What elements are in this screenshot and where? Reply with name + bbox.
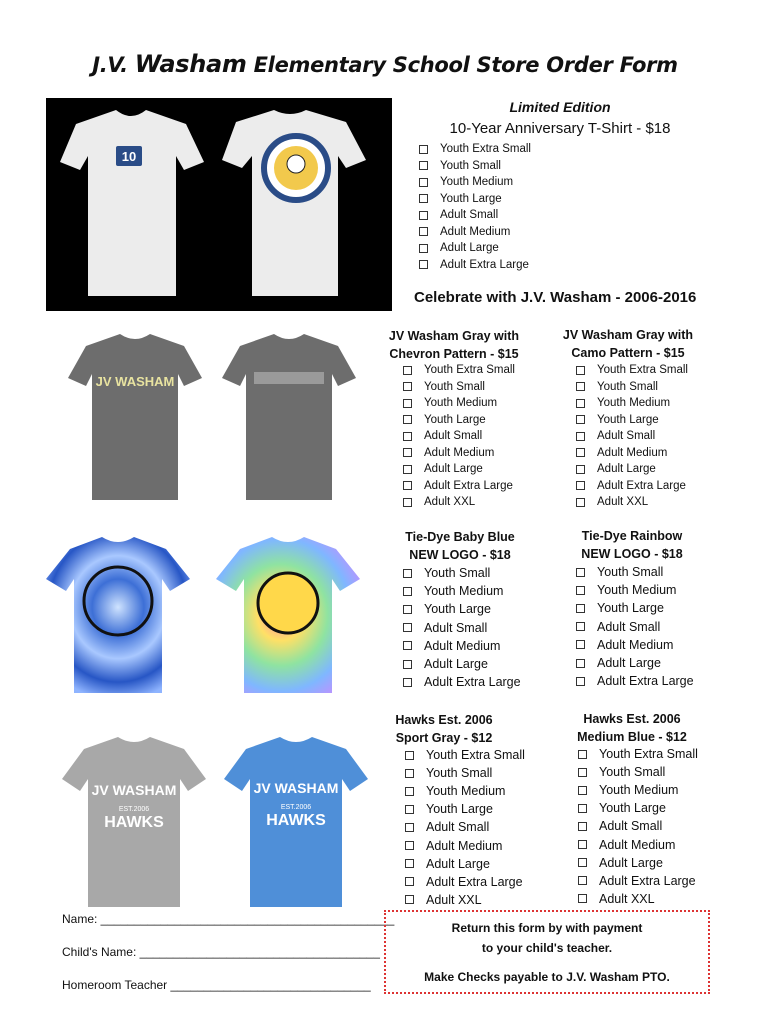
name-field[interactable]: Name: ____________________________________________ (62, 912, 395, 926)
size-label: Adult Large (597, 656, 661, 671)
child-name-field[interactable]: Child's Name: ____________________________________ (62, 945, 380, 959)
size-checkbox[interactable] (405, 769, 414, 778)
tiedye-rainbow-shirt (216, 537, 360, 693)
title-rest: Elementary School Store Order Form (246, 53, 678, 77)
tiedye-shirts (40, 535, 386, 695)
size-label: Youth Small (424, 566, 491, 581)
size-option[interactable] (576, 672, 694, 690)
size-checkbox[interactable] (405, 751, 414, 760)
tiedye-photo (40, 535, 386, 695)
size-checkbox[interactable] (419, 211, 428, 220)
size-option[interactable] (403, 494, 515, 511)
hawks-gray-arc: JV WASHAM (91, 782, 177, 798)
size-checkbox[interactable] (403, 605, 412, 614)
size-option[interactable] (576, 445, 688, 462)
chevron-shirt-text: JV WASHAM (95, 374, 175, 389)
size-checkbox[interactable] (403, 366, 412, 375)
size-option[interactable] (419, 141, 531, 158)
size-label: Youth Medium (597, 397, 671, 410)
size-checkbox[interactable] (576, 432, 585, 441)
size-option[interactable] (576, 428, 688, 445)
size-option[interactable] (403, 655, 521, 673)
size-option[interactable] (405, 746, 525, 764)
camo-title-line1: JV Washam Gray with (562, 328, 694, 342)
size-checkbox[interactable] (403, 498, 412, 507)
size-checkbox[interactable] (403, 448, 412, 457)
size-option[interactable] (576, 563, 694, 581)
size-checkbox[interactable] (576, 659, 585, 668)
hawks-blue-shirt (224, 737, 368, 907)
size-checkbox[interactable] (576, 586, 585, 595)
size-label: Youth Large (424, 413, 486, 426)
size-label: Adult Large (440, 242, 499, 255)
front-logo-text: 10 (121, 149, 137, 164)
size-option[interactable] (403, 461, 515, 478)
size-option[interactable] (405, 800, 525, 818)
size-option[interactable] (405, 764, 525, 782)
chevron-title (384, 327, 524, 363)
size-label: Adult XXL (597, 496, 649, 509)
size-option[interactable] (403, 478, 515, 495)
size-checkbox[interactable] (403, 432, 412, 441)
size-label: Youth Extra Small (424, 364, 515, 377)
size-label: Adult Extra Large (424, 479, 513, 492)
size-option[interactable] (403, 673, 521, 691)
size-option[interactable] (403, 362, 515, 379)
size-checkbox[interactable] (578, 768, 587, 777)
size-label: Adult Medium (599, 837, 676, 852)
size-label: Youth Medium (424, 584, 504, 599)
size-checkbox[interactable] (403, 481, 412, 490)
size-label: Youth Small (426, 766, 493, 781)
size-label: Youth Medium (426, 784, 506, 799)
size-checkbox[interactable] (403, 678, 412, 687)
camo-shirt (222, 334, 356, 500)
size-option[interactable] (578, 835, 698, 853)
size-label: Youth Extra Small (599, 747, 698, 762)
size-label: Youth Small (597, 565, 664, 580)
size-checkbox[interactable] (576, 382, 585, 391)
size-checkbox[interactable] (576, 640, 585, 649)
size-checkbox[interactable] (403, 415, 412, 424)
size-option[interactable] (405, 855, 525, 873)
hawks-blue-title (562, 710, 702, 746)
tiedye-rainbow-title-line2: NEW LOGO - $18 (581, 547, 683, 561)
size-checkbox[interactable] (419, 244, 428, 253)
size-option[interactable] (576, 494, 688, 511)
size-label: Youth Large (424, 602, 491, 617)
tiedye-blue-size-list (403, 564, 521, 691)
size-checkbox[interactable] (576, 568, 585, 577)
size-option[interactable] (403, 564, 521, 582)
size-checkbox[interactable] (403, 641, 412, 650)
page-title (0, 50, 770, 78)
size-checkbox[interactable] (403, 569, 412, 578)
size-label: Adult Large (426, 856, 490, 871)
notice-line1: Return this form by with payment (451, 921, 643, 935)
size-checkbox[interactable] (405, 859, 414, 868)
size-label: Adult XXL (426, 892, 482, 907)
size-label: Adult Medium (440, 225, 511, 238)
size-option[interactable] (578, 817, 698, 835)
size-checkbox[interactable] (419, 194, 428, 203)
size-option[interactable] (576, 478, 688, 495)
size-checkbox[interactable] (578, 894, 587, 903)
size-label: Adult Large (599, 855, 663, 870)
size-label: Adult Medium (424, 638, 501, 653)
size-label: Adult Large (597, 463, 656, 476)
size-option[interactable] (576, 412, 688, 429)
gray-shirts-photo (64, 328, 376, 508)
size-option[interactable] (576, 461, 688, 478)
size-label: Youth Small (424, 380, 485, 393)
chevron-title-line1: JV Washam Gray with (388, 329, 520, 343)
size-option[interactable] (419, 191, 531, 208)
size-option[interactable] (576, 362, 688, 379)
size-checkbox[interactable] (419, 260, 428, 269)
size-option[interactable] (576, 395, 688, 412)
hawks-photo (60, 735, 380, 910)
chevron-shirt (68, 334, 202, 500)
size-option[interactable] (403, 600, 521, 618)
size-label: Youth Medium (424, 397, 498, 410)
size-option[interactable] (403, 412, 515, 429)
size-label: Adult Small (426, 820, 490, 835)
hawks-shirts (60, 735, 380, 910)
size-option[interactable] (403, 582, 521, 600)
size-label: Youth Large (599, 801, 666, 816)
size-label: Youth Large (597, 601, 664, 616)
size-option[interactable] (419, 224, 531, 241)
size-label: Adult Extra Large (599, 873, 696, 888)
size-option[interactable] (419, 257, 531, 274)
size-option[interactable] (403, 395, 515, 412)
hawks-blue-word: HAWKS (266, 812, 326, 829)
size-checkbox[interactable] (576, 498, 585, 507)
size-checkbox[interactable] (576, 415, 585, 424)
size-label: Adult Extra Large (440, 258, 529, 271)
size-label: Adult Small (424, 430, 483, 443)
size-label: Youth Small (599, 765, 666, 780)
size-label: Youth Large (597, 413, 659, 426)
homeroom-teacher-field[interactable]: Homeroom Teacher ______________________________ (62, 978, 371, 992)
size-option[interactable] (576, 636, 694, 654)
hawks-gray-title-line2: Sport Gray - $12 (395, 731, 493, 745)
size-option[interactable] (419, 174, 531, 191)
tiedye-blue-shirt (46, 537, 190, 693)
anniversary-front-shirt (60, 110, 204, 296)
size-checkbox[interactable] (405, 895, 414, 904)
size-label: Adult Extra Large (597, 479, 686, 492)
size-checkbox[interactable] (578, 822, 587, 831)
tiedye-blue-title-line1: Tie-Dye Baby Blue (405, 530, 515, 544)
size-label: Youth Medium (599, 783, 679, 798)
hawks-gray-title (379, 711, 509, 747)
tiedye-rainbow-size-list (576, 563, 694, 690)
size-checkbox[interactable] (576, 465, 585, 474)
size-option[interactable] (578, 890, 698, 908)
size-option[interactable] (578, 799, 698, 817)
size-label: Youth Extra Small (597, 364, 688, 377)
anniversary-photo (46, 98, 392, 311)
title-brand: Washam (134, 50, 247, 78)
size-checkbox[interactable] (578, 858, 587, 867)
size-option[interactable] (403, 428, 515, 445)
size-option[interactable] (405, 782, 525, 800)
size-checkbox[interactable] (576, 604, 585, 613)
size-option[interactable] (405, 891, 525, 909)
size-checkbox[interactable] (405, 823, 414, 832)
size-checkbox[interactable] (405, 841, 414, 850)
size-label: Adult Small (597, 430, 656, 443)
size-label: Adult Large (424, 657, 488, 672)
size-label: Adult Extra Large (424, 675, 521, 690)
chevron-size-list (403, 362, 515, 511)
size-option[interactable] (403, 619, 521, 637)
size-label: Adult Extra Large (597, 674, 694, 689)
size-checkbox[interactable] (419, 227, 428, 236)
size-checkbox[interactable] (578, 804, 587, 813)
size-label: Youth Large (426, 802, 493, 817)
tiedye-rainbow-title (562, 527, 702, 563)
return-notice-box (384, 910, 710, 994)
size-checkbox[interactable] (576, 622, 585, 631)
size-label: Youth Extra Small (426, 748, 525, 763)
size-label: Adult Small (424, 620, 488, 635)
hawks-gray-size-list (405, 746, 525, 909)
size-option[interactable] (576, 654, 694, 672)
size-checkbox[interactable] (403, 623, 412, 632)
size-option[interactable] (419, 158, 531, 175)
size-option[interactable] (576, 618, 694, 636)
size-checkbox[interactable] (576, 399, 585, 408)
size-option[interactable] (576, 581, 694, 599)
size-option[interactable] (578, 854, 698, 872)
size-option[interactable] (405, 836, 525, 854)
size-option[interactable] (405, 818, 525, 836)
size-option[interactable] (576, 599, 694, 617)
size-option[interactable] (403, 379, 515, 396)
celebrate-heading: Celebrate with J.V. Washam - 2006-2016 (414, 289, 697, 306)
size-option[interactable] (419, 207, 531, 224)
size-checkbox[interactable] (403, 660, 412, 669)
camo-title (558, 326, 698, 362)
size-label: Adult Large (424, 463, 483, 476)
size-label: Adult Medium (597, 446, 668, 459)
size-label: Youth Extra Small (440, 143, 531, 156)
gray-shirts (64, 328, 376, 508)
tiedye-blue-title-line2: NEW LOGO - $18 (409, 548, 511, 562)
size-label: Youth Small (597, 380, 658, 393)
camo-title-line2: Camo Pattern - $15 (571, 346, 685, 360)
size-checkbox[interactable] (405, 805, 414, 814)
size-label: Adult XXL (599, 891, 655, 906)
size-checkbox[interactable] (576, 677, 585, 686)
hawks-gray-title-line1: Hawks Est. 2006 (395, 713, 493, 727)
hawks-blue-est: EST.2006 (280, 804, 312, 811)
size-checkbox[interactable] (405, 787, 414, 796)
hawks-gray-word: HAWKS (104, 814, 164, 831)
anniversary-back-shirt (222, 110, 366, 296)
size-checkbox[interactable] (576, 366, 585, 375)
size-checkbox[interactable] (419, 178, 428, 187)
hawks-blue-title-line1: Hawks Est. 2006 (583, 712, 681, 726)
size-checkbox[interactable] (403, 587, 412, 596)
size-label: Adult Small (440, 209, 499, 222)
size-label: Youth Small (440, 159, 501, 172)
notice-line2: to your child's teacher. (481, 941, 613, 955)
size-checkbox[interactable] (403, 382, 412, 391)
size-option[interactable] (578, 872, 698, 890)
size-checkbox[interactable] (419, 161, 428, 170)
size-checkbox[interactable] (403, 399, 412, 408)
hawks-blue-size-list (578, 745, 698, 908)
camo-size-list (576, 362, 688, 511)
size-option[interactable] (405, 873, 525, 891)
size-checkbox[interactable] (578, 786, 587, 795)
size-checkbox[interactable] (405, 877, 414, 886)
size-option[interactable] (576, 379, 688, 396)
size-checkbox[interactable] (576, 448, 585, 457)
title-prefix: J.V. (92, 53, 135, 77)
size-option[interactable] (403, 445, 515, 462)
size-option[interactable] (578, 763, 698, 781)
tiedye-rainbow-title-line1: Tie-Dye Rainbow (581, 529, 683, 543)
size-checkbox[interactable] (576, 481, 585, 490)
size-label: Adult Small (597, 619, 661, 634)
size-label: Adult Small (599, 819, 663, 834)
size-checkbox[interactable] (578, 750, 587, 759)
size-label: Adult Extra Large (426, 874, 523, 889)
size-option[interactable] (419, 240, 531, 257)
hawks-blue-arc: JV WASHAM (253, 780, 339, 796)
size-checkbox[interactable] (403, 465, 412, 474)
size-option[interactable] (403, 637, 521, 655)
size-label: Youth Medium (597, 583, 677, 598)
chevron-title-line2: Chevron Pattern - $15 (389, 347, 519, 361)
tiedye-blue-title (390, 528, 530, 564)
size-label: Adult Medium (597, 637, 674, 652)
hawks-gray-shirt (62, 737, 206, 907)
size-checkbox[interactable] (578, 840, 587, 849)
anniversary-subtitle: Limited Edition (509, 99, 611, 115)
size-label: Adult XXL (424, 496, 476, 509)
size-label: Youth Large (440, 192, 502, 205)
size-label: Adult Medium (424, 446, 495, 459)
anniversary-size-list (419, 141, 531, 273)
size-option[interactable] (578, 745, 698, 763)
size-checkbox[interactable] (419, 145, 428, 154)
notice-line3: Make Checks payable to J.V. Washam PTO. (424, 970, 670, 984)
hawks-blue-title-line2: Medium Blue - $12 (577, 730, 687, 744)
size-checkbox[interactable] (578, 876, 587, 885)
anniversary-heading: 10-Year Anniversary T-Shirt - $18 (449, 120, 671, 137)
hawks-gray-est: EST.2006 (118, 806, 150, 813)
anniversary-shirts (46, 98, 392, 311)
size-option[interactable] (578, 781, 698, 799)
size-label: Adult Medium (426, 838, 503, 853)
size-label: Youth Medium (440, 176, 514, 189)
